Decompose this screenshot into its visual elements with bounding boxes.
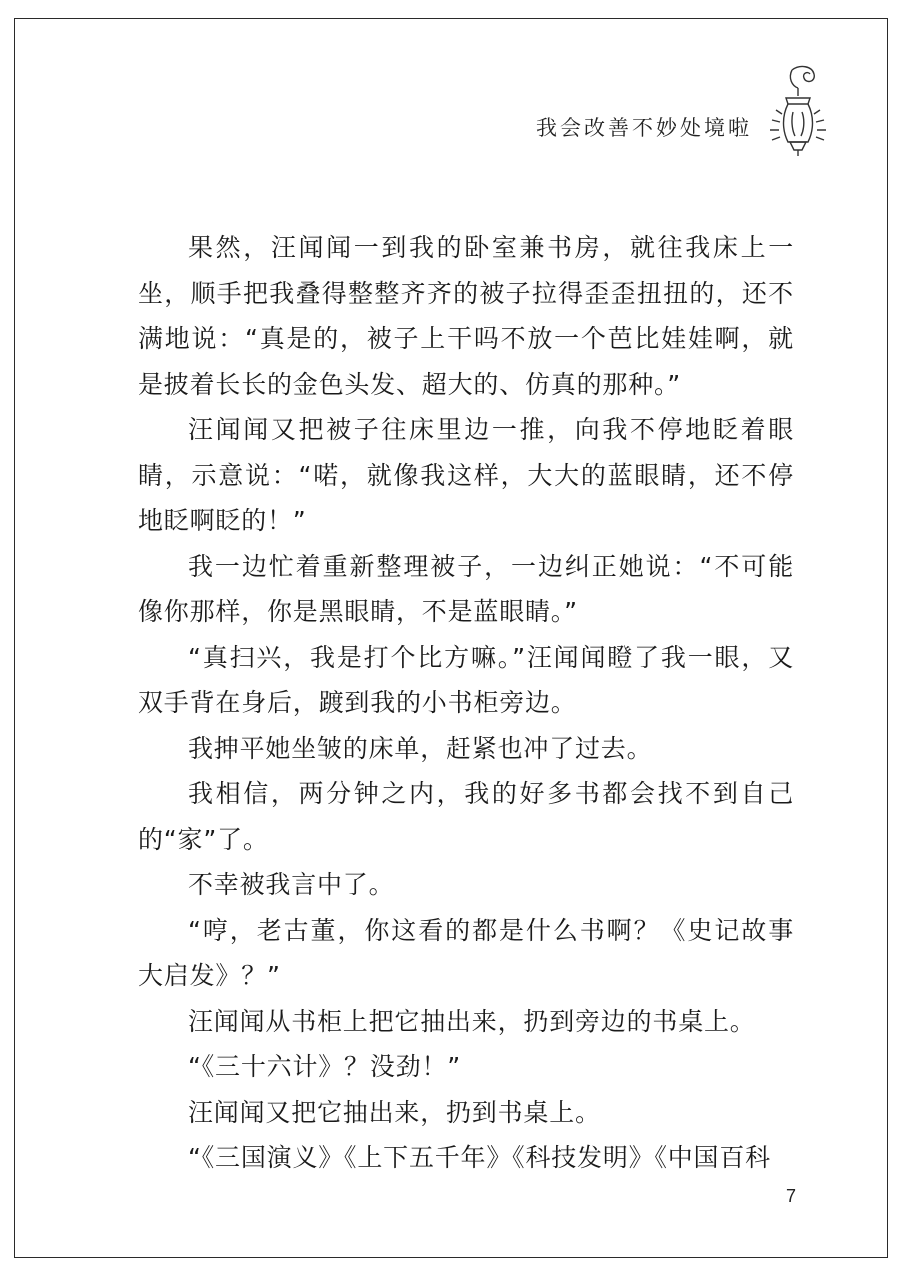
paragraph: “哼，老古董，你这看的都是什么书啊？《史记故事大启发》？” bbox=[138, 915, 794, 990]
paragraph: 汪闻闻从书柜上把它抽出来，扔到旁边的书桌上。 bbox=[188, 1006, 756, 1036]
paragraph: 汪闻闻又把被子往床里边一推，向我不停地眨着眼睛，示意说：“喏，就像我这样，大大的蓝眼睛，还不停地眨啊眨的！” bbox=[138, 415, 794, 535]
paragraph: 我抻平她坐皱的床单，赶紧也冲了过去。 bbox=[188, 733, 653, 763]
body-text bbox=[138, 225, 794, 1181]
lamp-icon bbox=[752, 60, 832, 170]
paragraph: 我一边忙着重新整理被子，一边纠正她说：“不可能像你那样，你是黑眼睛，不是蓝眼睛。” bbox=[138, 551, 794, 626]
page-number: 7 bbox=[786, 1186, 797, 1206]
paragraph: “真扫兴，我是打个比方嘛。”汪闻闻瞪了我一眼，又双手背在身后，踱到我的小书柜旁边。 bbox=[138, 642, 794, 717]
paragraph: 不幸被我言中了。 bbox=[188, 870, 395, 899]
running-header-title: 我会改善不妙处境啦 bbox=[536, 116, 752, 140]
paragraph: 我相信，两分钟之内，我的好多书都会找不到自己的“家”了。 bbox=[138, 779, 794, 854]
paragraph: “《三国演义》《上下五千年》《科技发明》《中国百科 bbox=[188, 1143, 771, 1172]
paragraph: 果然，汪闻闻一到我的卧室兼书房，就往我床上一坐，顺手把我叠得整整齐齐的被子拉得歪歪扭扭的，还不满地说：“真是的，被子上干吗不放一个芭比娃娃啊，就是披着长长的金色头发、超大的、仿真的那种。” bbox=[138, 233, 794, 399]
paragraph: “《三十六计》？没劲！” bbox=[188, 1052, 462, 1081]
paragraph: 汪闻闻又把它抽出来，扔到书桌上。 bbox=[188, 1097, 601, 1127]
